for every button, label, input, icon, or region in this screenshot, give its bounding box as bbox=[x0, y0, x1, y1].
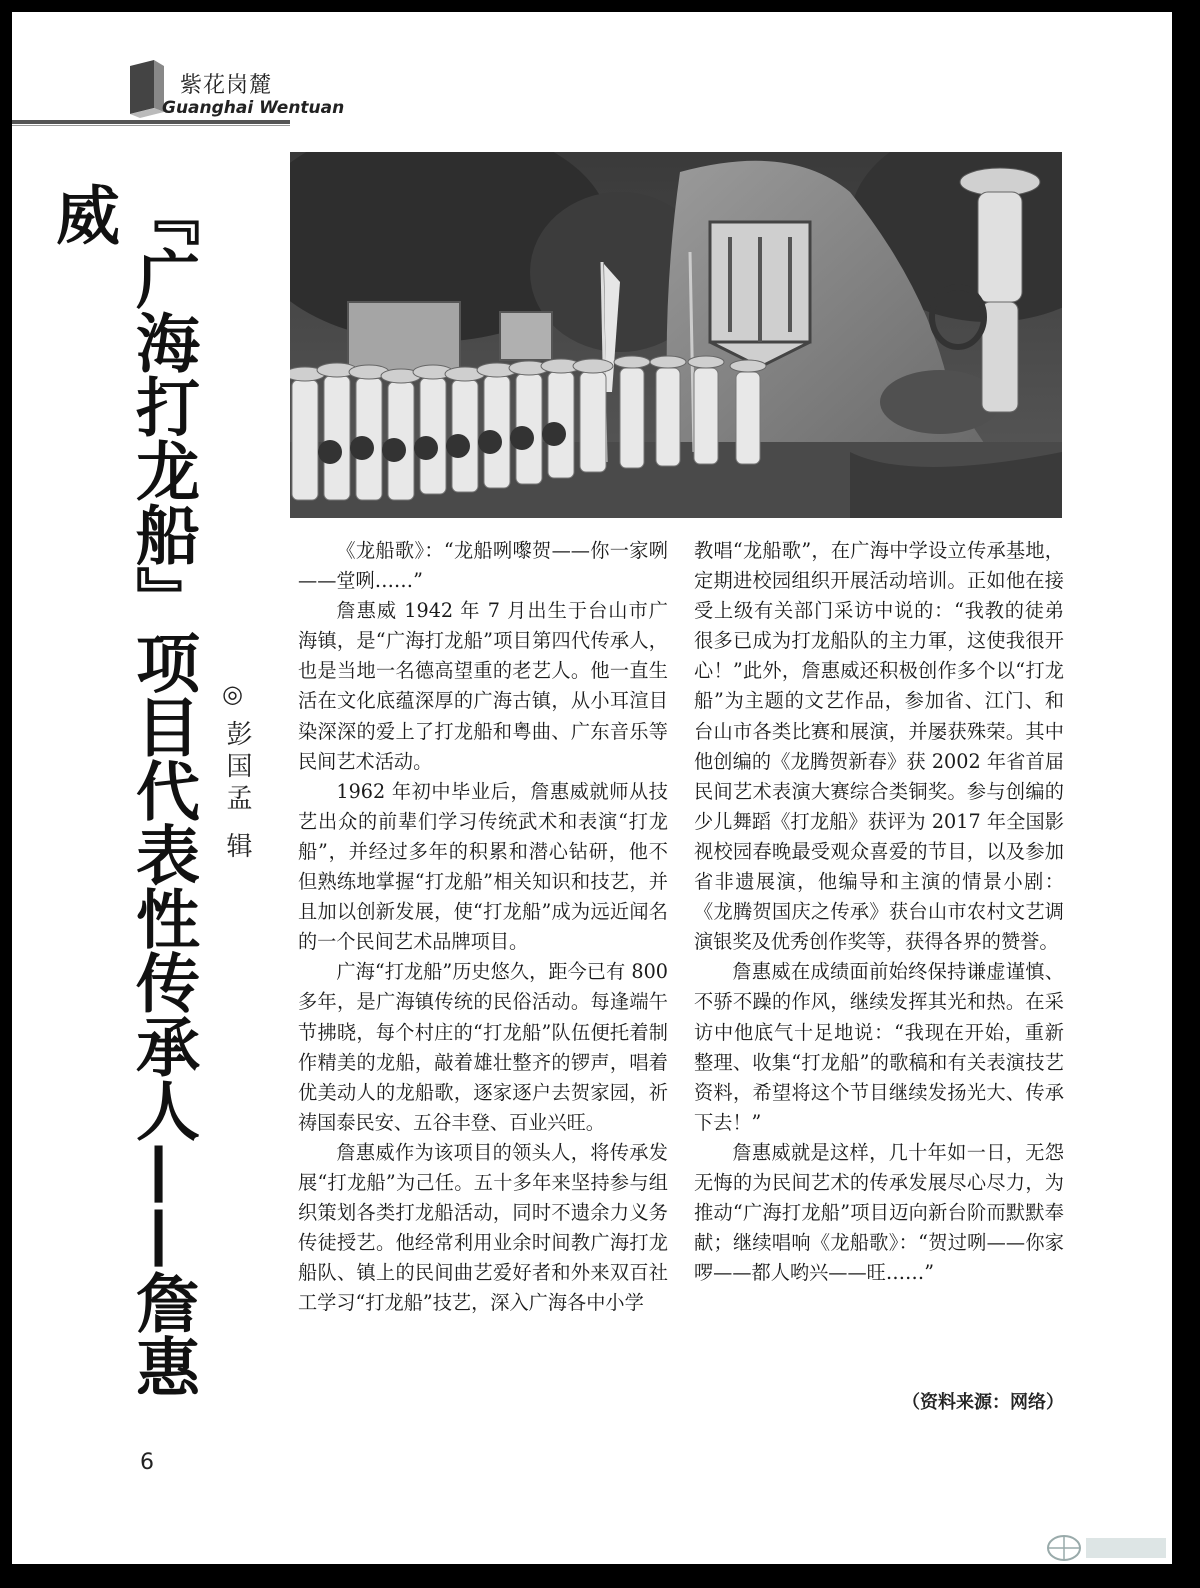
article-paragraph: 《龙船歌》：“龙船咧嚟贺——你一家咧——堂咧……” bbox=[298, 539, 668, 593]
article-paragraph: 1962 年初中毕业后，詹惠威就师从技艺出众的前辈们学习传统武术和表演“打龙船”，并经过多年的积累和潜心钻研，他不但熟练地掌握“打龙船”相关知识和技艺，并且加以创新发展，使“打龙船”成为远近闻名的一个民间艺术品牌项目。 bbox=[298, 779, 668, 954]
article-source: （资料来源：网络） bbox=[902, 1392, 1064, 1413]
author-name: 彭国孟 bbox=[222, 720, 252, 816]
author-role: 辑 bbox=[222, 832, 252, 864]
author-byline bbox=[217, 720, 257, 920]
article-paragraph: 詹惠威在成绩面前始终保持谦虚谨慎、不骄不躁的作风，继续发挥其光和热。在采访中他底气十足地说：“我现在开始，重新整理、收集“打龙船”的歌稿和有关表演技艺资料，希望将这个节目继续发扬光大、传承下去！” bbox=[694, 960, 1064, 1134]
header-rule-thin bbox=[12, 125, 290, 126]
header-rule bbox=[12, 120, 290, 124]
article-paragraph: 广海“打龙船”历史悠久，距今已有 800 多年，是广海镇传统的民俗活动。每逢端午节拂晓，每个村庄的“打龙船”队伍便托着制作精美的龙船，敲着雄壮整齐的锣声，唱着优美动人的龙船歌，逐家逐户去贺家园，祈祷国泰民安、五谷丰登、百业兴旺。 bbox=[298, 960, 668, 1134]
article-column-left bbox=[298, 536, 668, 1318]
page-number: 6 bbox=[140, 1450, 154, 1475]
article-photo bbox=[290, 152, 1062, 518]
article-column-right bbox=[694, 536, 1064, 1288]
article-paragraph: 教唱“龙船歌”，在广海中学设立传承基地，定期进校园组织开展活动培训。正如他在接受上级有关部门采访中说的：“我教的徒弟很多已成为打龙船队的主力軍，这使我很开心！”此外，詹惠威还积极创作多个以“打龙船”为主题的文艺作品，参加省、江门、和台山市各类比赛和展演，并屡获殊荣。其中他创编的《龙腾贺新春》获 2002 年省首届民间艺术表演大赛综合类铜奖。参与创编的少儿舞蹈《打龙船》获评为 2017 年全国影视校园春晚最受观众喜爱的节目，以及参加省非遗展演，他编导和主演的情景小剧：《龙腾贺国庆之传承》获台山市农村文艺调演银奖及优秀创作奖等，获得各界的赞誉。 bbox=[694, 539, 1064, 954]
author-symbol: ◎ bbox=[222, 680, 243, 708]
watermark-logo-icon bbox=[1024, 1530, 1172, 1564]
article-paragraph: 詹惠威作为该项目的领头人，将传承发展“打龙船”为己任。五十多年来坚持参与组织策划各类打龙船活动，同时不遗余力义务传徒授艺。他经常利用业余时间教广海打龙船队、镇上的民间曲艺爱好者和外来双百社工学习“打龙船”技艺，深入广海各中小学 bbox=[298, 1140, 668, 1315]
section-subtitle: Guanghai Wentuan bbox=[162, 98, 345, 118]
article-title: 『广海打龙船』项目代表性传承人——詹惠威 bbox=[45, 182, 199, 1398]
article-paragraph: 詹惠威 1942 年 7 月出生于台山市广海镇，是“广海打龙船”项目第四代传承人，也是当地一名德高望重的老艺人。他一直生活在文化底蕴深厚的广海古镇，从小耳渲目染深深的爱上了打龙船和粤曲、广东音乐等民间艺术活动。 bbox=[298, 599, 668, 773]
section-title: 紫花岗麓 bbox=[180, 73, 273, 98]
magazine-page bbox=[12, 12, 1172, 1564]
article-paragraph: 詹惠威就是这样，几十年如一日，无怨无悔的为民间艺术的传承发展尽心尽力，为推动“广海打龙船”项目迈向新台阶而默默奉献；继续唱响《龙船歌》：“贺过咧——你家啰——都人哟兴——旺……” bbox=[694, 1140, 1064, 1285]
